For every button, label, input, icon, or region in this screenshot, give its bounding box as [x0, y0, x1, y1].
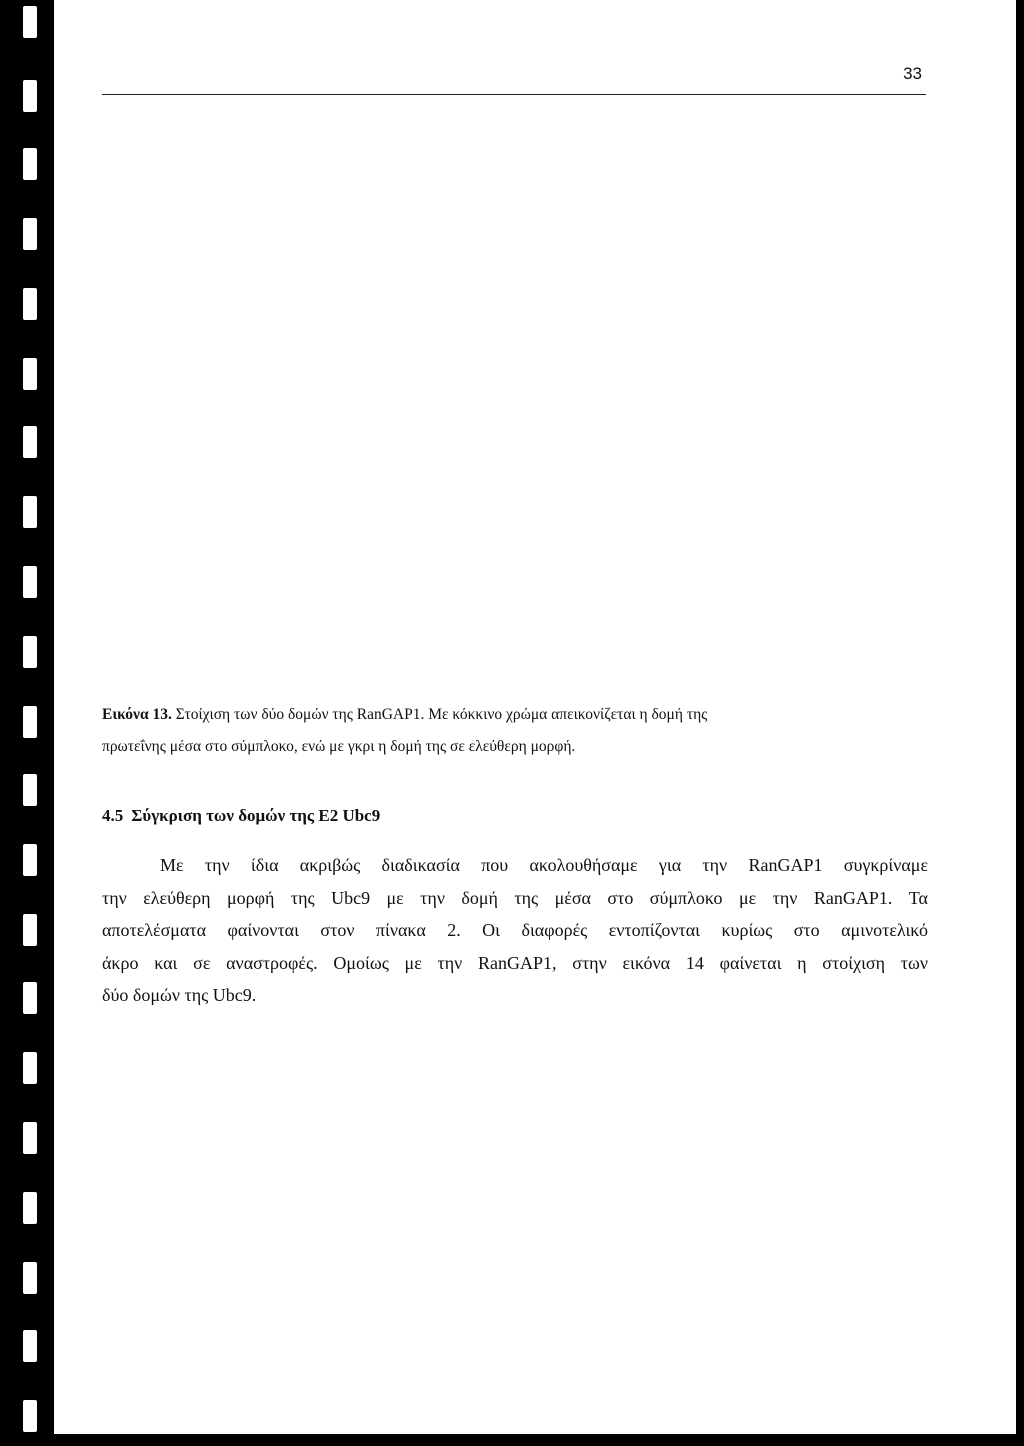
caption-line: πρωτεΐνης μέσα στο σύμπλοκο, ενώ με γκρι η δομή της σε ελεύθερη μορφή. — [102, 738, 576, 755]
body-paragraph — [102, 849, 928, 1012]
binding-hole — [23, 914, 37, 946]
binding-hole — [23, 1122, 37, 1154]
section-number: 4.5 — [102, 806, 124, 825]
caption-line — [102, 699, 928, 731]
binding-hole — [23, 6, 37, 38]
scan-binding-strip — [0, 0, 54, 1446]
binding-hole — [23, 1330, 37, 1362]
caption-text: Στοίχιση των δύο δομών της RanGAP1. Με κόκκινο χρώμα απεικονίζεται η δομή της — [171, 706, 708, 723]
section-title: Σύγκριση των δομών της Ε2 Ubc9 — [131, 806, 381, 825]
binding-hole — [23, 288, 37, 320]
binding-hole — [23, 426, 37, 458]
binding-hole — [23, 706, 37, 738]
paragraph-line: δύο δομών της Ubc9. — [102, 985, 257, 1006]
section-heading — [102, 804, 928, 828]
binding-hole — [23, 774, 37, 806]
binding-hole — [23, 844, 37, 876]
binding-hole — [23, 358, 37, 390]
binding-hole — [23, 1400, 37, 1432]
binding-hole — [23, 218, 37, 250]
paragraph-line: την ελεύθερη μορφή της Ubc9 με την δομή της μέσα στο σύμπλοκο με την RanGAP1. Τα — [102, 887, 928, 908]
binding-hole — [23, 566, 37, 598]
figure-caption — [102, 699, 928, 763]
binding-hole — [23, 1192, 37, 1224]
binding-hole — [23, 636, 37, 668]
binding-hole — [23, 1262, 37, 1294]
binding-hole — [23, 1052, 37, 1084]
header-rule — [102, 94, 926, 95]
paragraph-line: άκρο και σε αναστροφές. Ομοίως με την RanGAP1, στην εικόνα 14 φαίνεται η στοίχιση των — [102, 952, 928, 973]
paragraph-line: αποτελέσματα φαίνονται στον πίνακα 2. Οι διαφορές εντοπίζονται κυρίως στο αμινοτελικό — [102, 920, 928, 941]
binding-hole — [23, 982, 37, 1014]
binding-hole — [23, 148, 37, 180]
binding-hole — [23, 496, 37, 528]
page-number: 33 — [903, 64, 922, 83]
paragraph-line: Με την ίδια ακριβώς διαδικασία που ακολουθήσαμε για την RanGAP1 συγκρίναμε — [160, 855, 928, 875]
binding-hole — [23, 80, 37, 112]
caption-label: Εικόνα 13. — [102, 706, 172, 723]
